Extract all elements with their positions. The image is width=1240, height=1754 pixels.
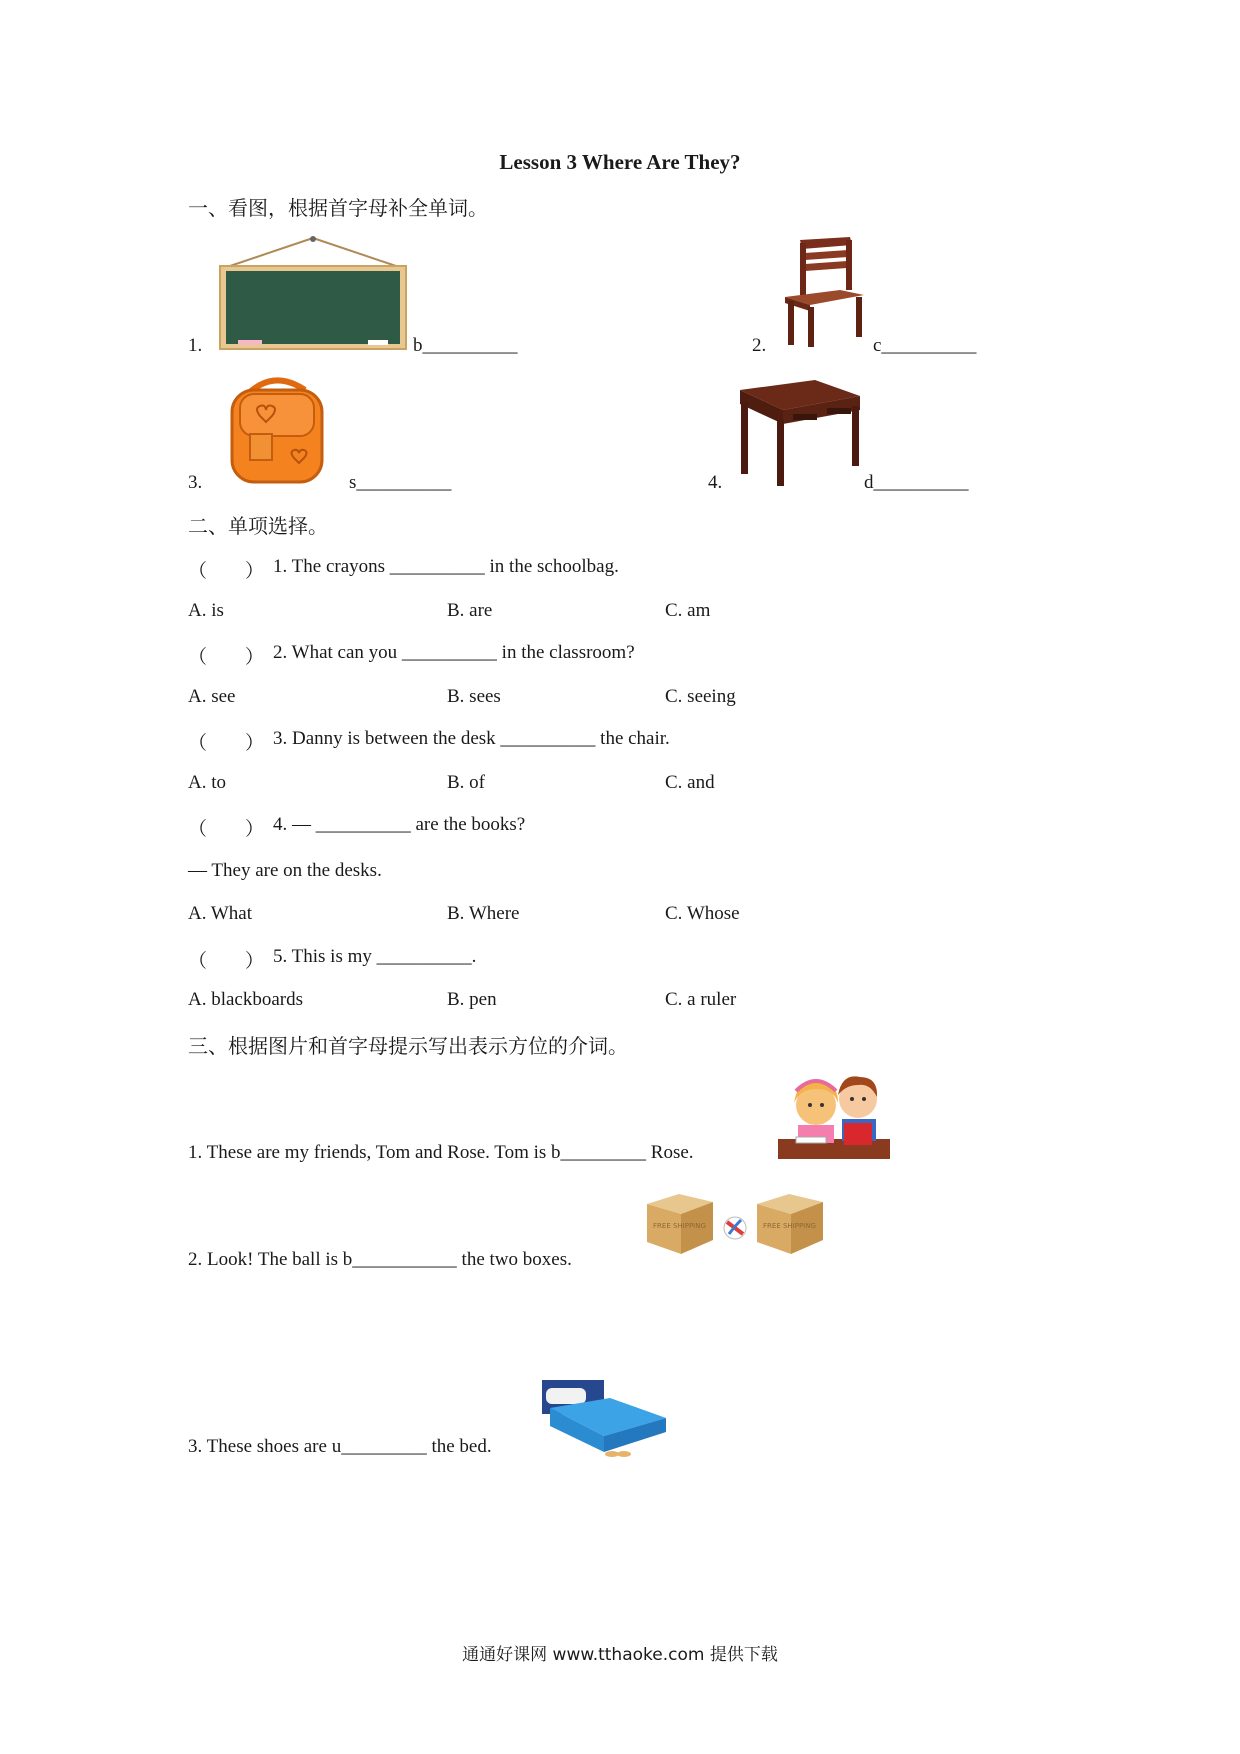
question-1: 1. The crayons __________ in the schoolbag. [273, 556, 619, 577]
box-label-left: FREE SHIPPING [653, 1222, 706, 1230]
boxes-and-ball-image [645, 1190, 825, 1262]
q3-option-c: C. and [665, 772, 715, 793]
question-3: 3. Danny is between the desk __________ the chair. [273, 728, 670, 749]
answer-paren: （ ） [188, 819, 265, 840]
section1-heading: 一、看图，根据首字母补全单词。 [188, 198, 488, 220]
q5-option-c: C. a ruler [665, 989, 737, 1010]
footer-text: 通通好课网 www.tthaoke.com 提供下载 [462, 1645, 778, 1665]
chair-image [780, 235, 870, 350]
section3-item-2: 2. Look! The ball is b___________ the two boxes. [188, 1249, 572, 1270]
item2-number: 2. [752, 335, 767, 356]
section3-item-3: 3. These shoes are u_________ the bed. [188, 1436, 492, 1457]
answer-paren: （ ） [188, 951, 265, 972]
q2-option-b: B. sees [447, 686, 501, 707]
q2-option-a: A. see [188, 686, 236, 707]
item3-blank: s__________ [349, 472, 452, 493]
question-5: 5. This is my __________. [273, 946, 477, 967]
item4-number: 4. [708, 472, 723, 493]
question-2: 2. What can you __________ in the classroom? [273, 642, 635, 663]
q1-option-a: A. is [188, 600, 224, 621]
q4-answer-line: — They are on the desks. [188, 860, 382, 881]
item2-blank: c__________ [873, 335, 977, 356]
blackboard-image [218, 236, 408, 351]
desk-image [735, 378, 865, 488]
answer-paren: （ ） [188, 561, 265, 582]
item1-number: 1. [188, 335, 203, 356]
schoolbag-image [220, 372, 335, 487]
q5-option-a: A. blackboards [188, 989, 304, 1010]
q5-option-b: B. pen [447, 989, 497, 1010]
section3-heading: 三、根据图片和首字母提示写出表示方位的介词。 [188, 1036, 628, 1058]
q4-option-b: B. Where [447, 903, 520, 924]
section3-item-1: 1. These are my friends, Tom and Rose. Tom is b_________ Rose. [188, 1142, 694, 1163]
question-4: 4. — __________ are the books? [273, 814, 526, 835]
page-title: Lesson 3 Where Are They? [499, 150, 741, 174]
q1-option-c: C. am [665, 600, 711, 621]
item4-blank: d__________ [864, 472, 969, 493]
item3-number: 3. [188, 472, 203, 493]
box-label-right: FREE SHIPPING [763, 1222, 816, 1230]
bed-image [540, 1378, 670, 1460]
q3-option-b: B. of [447, 772, 485, 793]
answer-paren: （ ） [188, 647, 265, 668]
friends-reading-image [778, 1067, 893, 1162]
q4-option-a: A. What [188, 903, 253, 924]
q2-option-c: C. seeing [665, 686, 736, 707]
q1-option-b: B. are [447, 600, 493, 621]
answer-paren: （ ） [188, 733, 265, 754]
q3-option-a: A. to [188, 772, 226, 793]
item1-blank: b__________ [413, 335, 518, 356]
q4-option-c: C. Whose [665, 903, 740, 924]
section2-heading: 二、单项选择。 [188, 516, 328, 538]
